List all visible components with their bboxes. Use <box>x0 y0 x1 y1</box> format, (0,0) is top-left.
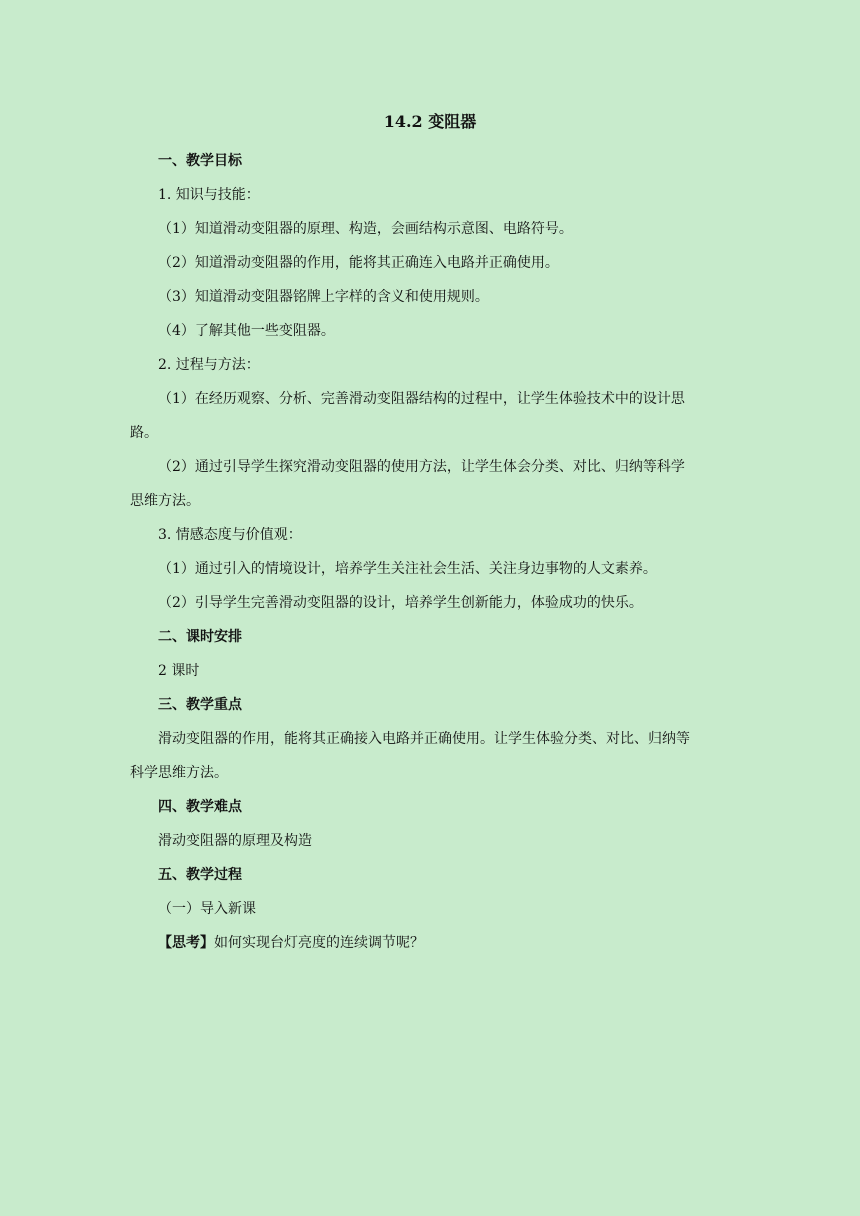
objective-item-1: （1）知道滑动变阻器的原理、构造，会画结构示意图、电路符号。 <box>158 221 573 237</box>
document-body <box>130 144 732 960</box>
process-step-intro: （一）导入新课 <box>158 901 256 917</box>
think-question <box>130 926 732 960</box>
think-question-text: 如何实现台灯亮度的连续调节呢？ <box>214 935 424 951</box>
section-heading-key-points: 三、教学重点 <box>158 697 242 713</box>
process-item-1-line-2: 路。 <box>130 425 158 441</box>
section-heading-process: 五、教学过程 <box>158 867 242 883</box>
key-points-text <box>130 722 732 790</box>
key-points-line-2: 科学思维方法。 <box>130 765 228 781</box>
objective-item-2: （2）知道滑动变阻器的作用，能将其正确连入电路并正确使用。 <box>158 255 559 271</box>
objective-item-4: （4）了解其他一些变阻器。 <box>158 323 335 339</box>
process-item-2-line-2: 思维方法。 <box>130 493 200 509</box>
process-item-1-line-1: （1）在经历观察、分析、完善滑动变阻器结构的过程中，让学生体验技术中的设计思 <box>158 391 685 407</box>
subheading-emotion-values: 3. 情感态度与价值观： <box>158 527 302 543</box>
think-mark: 【思考】 <box>158 935 214 951</box>
section-heading-difficulties: 四、教学难点 <box>158 799 242 815</box>
emotion-item-1: （1）通过引入的情境设计，培养学生关注社会生活、关注身边事物的人文素养。 <box>158 561 657 577</box>
section-heading-objectives: 一、教学目标 <box>158 153 242 169</box>
process-item-2 <box>130 450 732 518</box>
subheading-knowledge-skills: 1. 知识与技能： <box>158 187 260 203</box>
process-item-1 <box>130 382 732 450</box>
emotion-item-2: （2）引导学生完善滑动变阻器的设计，培养学生创新能力，体验成功的快乐。 <box>158 595 643 611</box>
objective-item-3: （3）知道滑动变阻器铭牌上字样的含义和使用规则。 <box>158 289 489 305</box>
section-heading-schedule: 二、课时安排 <box>158 629 242 645</box>
process-item-2-line-1: （2）通过引导学生探究滑动变阻器的使用方法，让学生体会分类、对比、归纳等科学 <box>158 459 685 475</box>
document-title: 14.2 变阻器 <box>383 112 477 131</box>
key-points-line-1: 滑动变阻器的作用，能将其正确接入电路并正确使用。让学生体验分类、对比、归纳等 <box>158 731 690 747</box>
difficulties-text: 滑动变阻器的原理及构造 <box>158 833 312 849</box>
subheading-process-methods: 2. 过程与方法： <box>158 357 260 373</box>
schedule-text: 2 课时 <box>158 663 200 679</box>
